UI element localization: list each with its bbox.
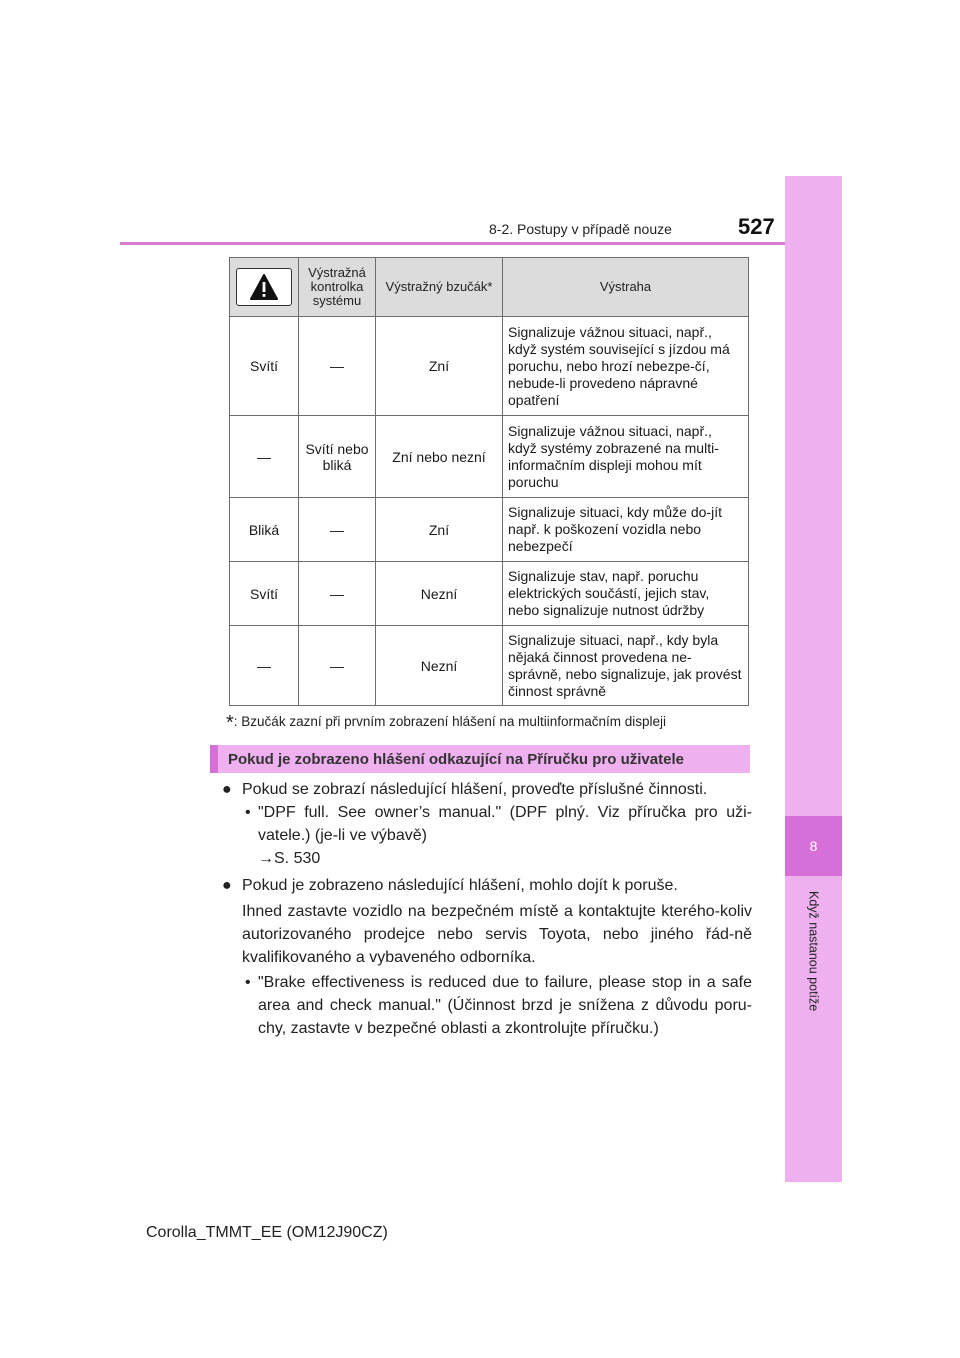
bullet-text: Pokud se zobrazí následující hlášení, proveďte příslušné činnosti. bbox=[242, 781, 708, 798]
cell-buzzer: Nezní bbox=[376, 562, 503, 626]
header-warning: Výstraha bbox=[503, 258, 749, 317]
footnote-star: * bbox=[226, 712, 234, 734]
chapter-title: Když nastanou potíže bbox=[806, 891, 821, 1012]
cell-light: Svítí bbox=[230, 317, 299, 416]
bullet-text: Pokud je zobrazeno následující hlášení, mohlo dojít k poruše. bbox=[242, 877, 678, 894]
bullet-continuation bbox=[222, 900, 752, 969]
section-heading: Pokud je zobrazeno hlášení odkazující na Příručku pro uživatele bbox=[228, 750, 684, 768]
cell-system-light: Svítí nebo bliká bbox=[299, 416, 376, 498]
sub-item bbox=[222, 801, 752, 847]
table-row bbox=[230, 562, 749, 626]
body-text bbox=[222, 778, 752, 1040]
footnote-text: : Bzučák zazní při prvním zobrazení hlášení na multiinformačním displeji bbox=[233, 714, 666, 729]
cell-system-light: — bbox=[299, 317, 376, 416]
warning-table bbox=[229, 257, 749, 706]
cell-light: Bliká bbox=[230, 498, 299, 562]
footnote bbox=[226, 712, 666, 735]
cell-light: Svítí bbox=[230, 562, 299, 626]
cell-warning: Signalizuje stav, např. poruchu elektrických součástí, jejich stav, nebo signalizuje nutnost údržby bbox=[503, 562, 749, 626]
sub-bullet-icon: • bbox=[245, 804, 251, 821]
table-row bbox=[230, 317, 749, 416]
section-heading-banner bbox=[210, 745, 750, 773]
cell-system-light: — bbox=[299, 498, 376, 562]
bullet-dot-icon: ● bbox=[222, 877, 232, 894]
warning-triangle-icon bbox=[236, 268, 292, 306]
table-row bbox=[230, 416, 749, 498]
bullet-item bbox=[222, 874, 752, 897]
footer-model-code: Corolla_TMMT_EE (OM12J90CZ) bbox=[146, 1224, 388, 1241]
header-icon-cell bbox=[230, 258, 299, 317]
cell-light: — bbox=[230, 626, 299, 706]
bullet-dot-icon: ● bbox=[222, 781, 232, 798]
table-row bbox=[230, 498, 749, 562]
chapter-number: 8 bbox=[785, 816, 842, 876]
table-header-row bbox=[230, 258, 749, 317]
cell-buzzer: Zní nebo nezní bbox=[376, 416, 503, 498]
cell-warning: Signalizuje vážnou situaci, např., když systémy zobrazené na multi-informačním displeji mohou mít poruchu bbox=[503, 416, 749, 498]
page-number: 527 bbox=[738, 214, 775, 239]
sub-item-text: "Brake effectiveness is reduced due to failure, please stop in a safe area and check manual." (Účinnost brzd je snížena z důvodu poru-chy, zastavte v bezpečné oblasti a zkontrolujte příručku.) bbox=[258, 974, 752, 1037]
sub-bullet-icon: • bbox=[245, 974, 251, 991]
bullet-item bbox=[222, 778, 752, 801]
cell-warning: Signalizuje situaci, např., kdy byla nějaká činnost provedena ne-správně, nebo signalizuje, jak provést činnost správně bbox=[503, 626, 749, 706]
sub-item-text: "DPF full. See owner’s manual." (DPF plný. Viz příručka pro uži-vatele.) (je-li ve výbavě) bbox=[258, 804, 752, 844]
header-rule bbox=[120, 242, 785, 245]
cell-buzzer: Zní bbox=[376, 498, 503, 562]
section-title: 8-2. Postupy v případě nouze bbox=[489, 221, 672, 237]
bullet-continuation-text: Ihned zastavte vozidlo na bezpečném místě a kontaktujte kterého-koliv autorizovaného prodejce nebo servis Toyota, nebo jiného řád-ně kvalifikovaného a vybaveného odborníka. bbox=[242, 903, 752, 966]
page-reference[interactable]: →S. 530 bbox=[258, 850, 321, 867]
cell-system-light: — bbox=[299, 626, 376, 706]
chapter-title-vertical bbox=[785, 881, 842, 1141]
sub-item bbox=[222, 971, 752, 1040]
chapter-side-tab bbox=[785, 176, 842, 1182]
cell-system-light: — bbox=[299, 562, 376, 626]
header-buzzer: Výstražný bzučák* bbox=[376, 258, 503, 317]
table-row bbox=[230, 626, 749, 706]
cell-warning: Signalizuje vážnou situaci, např., když systém související s jízdou má poruchu, nebo hrozí nebezpe-čí, nebude-li provedeno nápravné opatření bbox=[503, 317, 749, 416]
cell-buzzer: Zní bbox=[376, 317, 503, 416]
cell-light: — bbox=[230, 416, 299, 498]
header-system-light: Výstražná kontrolka systému bbox=[299, 258, 376, 317]
cell-warning: Signalizuje situaci, kdy může do-jít např. k poškození vozidla nebo nebezpečí bbox=[503, 498, 749, 562]
cell-buzzer: Nezní bbox=[376, 626, 503, 706]
